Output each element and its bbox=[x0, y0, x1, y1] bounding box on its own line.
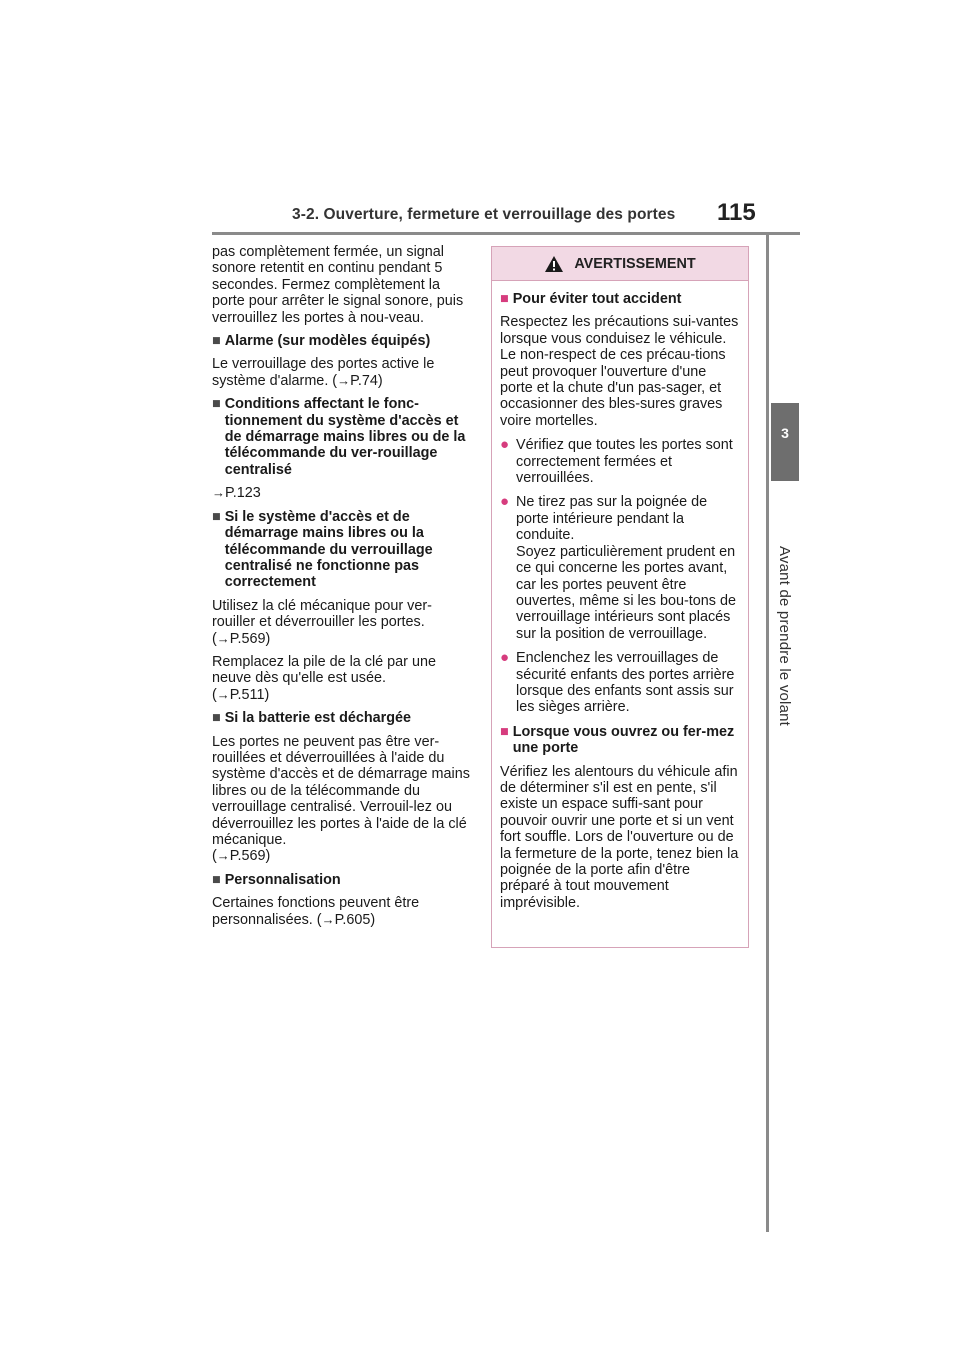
section-heading-alarm: ■ Alarme (sur modèles équipés) bbox=[212, 333, 431, 350]
square-bullet-icon: ■ bbox=[212, 508, 221, 525]
dot-bullet-icon: ● bbox=[500, 436, 510, 454]
conditions-ref bbox=[212, 485, 472, 501]
warning-box bbox=[491, 246, 749, 948]
arrow-right-icon: → bbox=[321, 911, 335, 927]
customization-paragraph: Certaines fonctions peuvent être personnalisées. (→P.605) bbox=[212, 895, 420, 928]
page-number: 115 bbox=[717, 199, 756, 226]
dot-bullet-icon: ● bbox=[500, 649, 510, 667]
page-ref-link[interactable]: P.569) bbox=[229, 630, 271, 647]
warning-heading-open-close: ■ Lorsque vous ouvrez ou fer-mez une porte bbox=[500, 723, 735, 757]
chapter-tab bbox=[771, 403, 799, 481]
page-ref-link[interactable]: P.605) bbox=[334, 911, 376, 928]
warning-bullet-3: ● Enclenchez les verrouillages de sécurité enfants des portes arrière lorsque des enfants sont assis sur les sièges arrière. bbox=[500, 649, 735, 716]
arrow-right-icon: → bbox=[216, 686, 230, 702]
arrow-right-icon: → bbox=[216, 848, 230, 864]
section-heading-malfunction: ■ Si le système d'accès et de démarrage mains libres ou la télécommande du verrouillage centralisé ne fonctionne pas correctement bbox=[212, 508, 433, 591]
arrow-right-icon: → bbox=[212, 485, 225, 501]
warning-body bbox=[492, 281, 748, 911]
warning-header bbox=[492, 247, 748, 281]
arrow-right-icon: → bbox=[337, 372, 351, 388]
square-bullet-icon: ■ bbox=[212, 710, 221, 727]
warning-triangle-icon bbox=[544, 255, 564, 273]
chapter-number: 3 bbox=[781, 425, 789, 441]
side-divider bbox=[766, 232, 769, 1232]
warning-label: AVERTISSEMENT bbox=[574, 255, 696, 272]
square-bullet-icon: ■ bbox=[212, 333, 221, 350]
page-header-title: 3-2. Ouverture, fermeture et verrouillage des portes bbox=[292, 206, 676, 223]
square-bullet-icon: ■ bbox=[500, 723, 509, 740]
page-ref-link[interactable]: P.569) bbox=[229, 848, 271, 865]
warning-heading-accident: ■ Pour éviter tout accident bbox=[500, 291, 682, 307]
arrow-right-icon: → bbox=[216, 630, 230, 646]
chapter-side-label: Avant de prendre le volant bbox=[776, 546, 793, 727]
square-bullet-icon: ■ bbox=[212, 871, 221, 888]
square-bullet-icon: ■ bbox=[212, 396, 221, 413]
malfunction-paragraph-1: Utilisez la clé mécanique pour ver-rouiller et déverrouiller les portes. (→P.569) bbox=[212, 597, 432, 647]
intro-paragraph: pas complètement fermée, un signal sonore retentit en continu pendant 5 secondes. Fermez complètement la porte pour arrêter le signal sonore, puis verrouillez les portes à nou-veau. bbox=[212, 244, 464, 326]
battery-paragraph: Les portes ne peuvent pas être ver-rouillées et déverrouillées à l'aide du système d'accès et de démarrage mains libres ou de la télécommande du verrouillage centralisé. Verrouil-lez ou déverrouillez les portes à l'aide de la clé mécanique. (→P.569) bbox=[212, 733, 470, 865]
left-column bbox=[212, 244, 472, 935]
dot-bullet-icon: ● bbox=[500, 493, 510, 511]
alarm-paragraph: Le verrouillage des portes active le système d'alarme. (→P.74) bbox=[212, 356, 435, 389]
section-heading-conditions: ■ Conditions affectant le fonc-tionnement du système d'accès et de démarrage mains libres ou de la télécommande du ver-rouillage centralisé bbox=[212, 396, 466, 478]
page-ref-link[interactable]: P.123 bbox=[225, 485, 261, 502]
warning-paragraph-3: Vérifiez les alentours du véhicule afin de déterminer s'il est en pente, s'il existe un espace suffi-sant pour pouvoir ouvrir une porte et si un vent fort souffle. Lors de l'ouverture ou de la fermeture de la porte, tenez bien la poignée de la porte afin d'être préparé à tout mouvement imprévisible. bbox=[500, 763, 739, 911]
malfunction-paragraph-2: Remplacez la pile de la clé par une neuve dès qu'elle est usée. (→P.511) bbox=[212, 653, 436, 703]
header-divider bbox=[212, 232, 800, 235]
square-bullet-icon: ■ bbox=[500, 291, 509, 307]
warning-bullet-1: ● Vérifiez que toutes les portes sont correctement fermées et verrouillées. bbox=[500, 436, 733, 487]
warning-paragraph-1: Respectez les précautions sui-vantes lorsque vous conduisez le véhicule. Le non-respect de ces précau-tions peut provoquer l'ouverture d'une porte et la chute d'un pas-sager, et occasionner des bles-sures graves voire mortelles. bbox=[500, 314, 739, 429]
warning-bullet-2: ● Ne tirez pas sur la poignée de porte intérieure pendant la conduite. Soyez particulièrement prudent en ce qui concerne les portes avant, car les portes peuvent être ouvertes, même si les bou-tons de verrouillage intérieurs sont placés sur la position de verrouillage. bbox=[500, 493, 736, 642]
section-heading-battery: ■ Si la batterie est déchargée bbox=[212, 710, 412, 727]
page-ref-link[interactable]: P.74) bbox=[350, 372, 383, 389]
section-heading-customization: ■ Personnalisation bbox=[212, 871, 341, 888]
page-ref-link[interactable]: P.511) bbox=[229, 686, 270, 703]
